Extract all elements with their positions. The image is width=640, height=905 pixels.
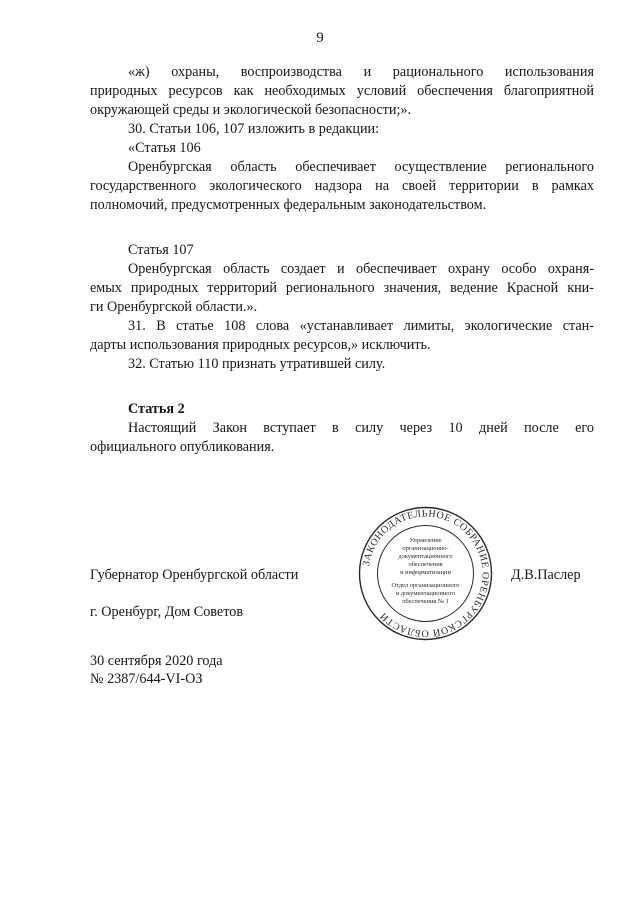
stamp-center-line: Управление	[409, 537, 442, 544]
law-date: 30 сентября 2020 года	[90, 653, 223, 669]
text-line: официального опубликования.	[90, 439, 275, 455]
text-line: дарты использования природных ресурсов,» исключить.	[90, 337, 431, 353]
text-line: Оренбургская область обеспечивает осуществление регионального	[128, 159, 594, 175]
stamp-center-line: обеспечения № 1	[402, 598, 449, 605]
text-line: емых природных территорий регионального значения, ведение Красной кни-	[90, 280, 594, 296]
text-line: ги Оренбургской области.».	[90, 299, 258, 315]
document-body	[90, 63, 594, 457]
text-line: «ж) охраны, воспроизводства и рационального использования	[128, 64, 594, 80]
paragraph-gap	[90, 215, 594, 241]
stamp-center-line: и информатизации	[400, 569, 451, 576]
law-number: № 2387/644-VI-ОЗ	[90, 671, 203, 687]
signature-place: г. Оренбург, Дом Советов	[90, 604, 244, 620]
signature-name: Д.В.Паслер	[511, 567, 581, 583]
article-heading: Статья 2	[128, 401, 185, 417]
stamp-center-line: Отдел организационного	[391, 582, 460, 589]
signature-position: Губернатор Оренбургской области	[90, 567, 299, 583]
official-stamp	[358, 506, 493, 641]
stamp-center-line: документационного	[398, 553, 453, 560]
text-line: 31. В статье 108 слова «устанавливает лимиты, экологические стан-	[128, 318, 594, 334]
text-line: природных ресурсов как необходимых условий обеспечения благоприятной	[90, 83, 594, 99]
paragraph-gap	[90, 374, 594, 400]
text-line: Оренбургская область создает и обеспечивает охрану особо охраня-	[128, 261, 594, 277]
text-line: Статья 107	[128, 242, 194, 258]
text-line: «Статья 106	[128, 140, 201, 156]
stamp-seal-icon	[358, 506, 493, 641]
text-line: 30. Статьи 106, 107 изложить в редакции:	[128, 121, 380, 137]
text-line: окружающей среды и экологической безопасности;».	[90, 102, 412, 118]
text-line: государственного экологического надзора на своей территории в рамках	[90, 178, 594, 194]
page-number: 9	[316, 30, 324, 46]
stamp-center-line: и документационного	[395, 590, 456, 597]
text-line: 32. Статью 110 признать утратившей силу.	[128, 356, 386, 372]
text-line: полномочий, предусмотренных федеральным законодательством.	[90, 197, 487, 213]
stamp-ring-text: ЗАКОНОДАТЕЛЬНОЕ СОБРАНИЕ ОРЕНБУРГСКОЙ ОБЛАСТИ	[361, 508, 491, 639]
text-line: Настоящий Закон вступает в силу через 10 дней после его	[128, 420, 594, 436]
stamp-center-line: обеспечения	[408, 561, 443, 568]
stamp-center-line: организационно-	[402, 545, 449, 552]
